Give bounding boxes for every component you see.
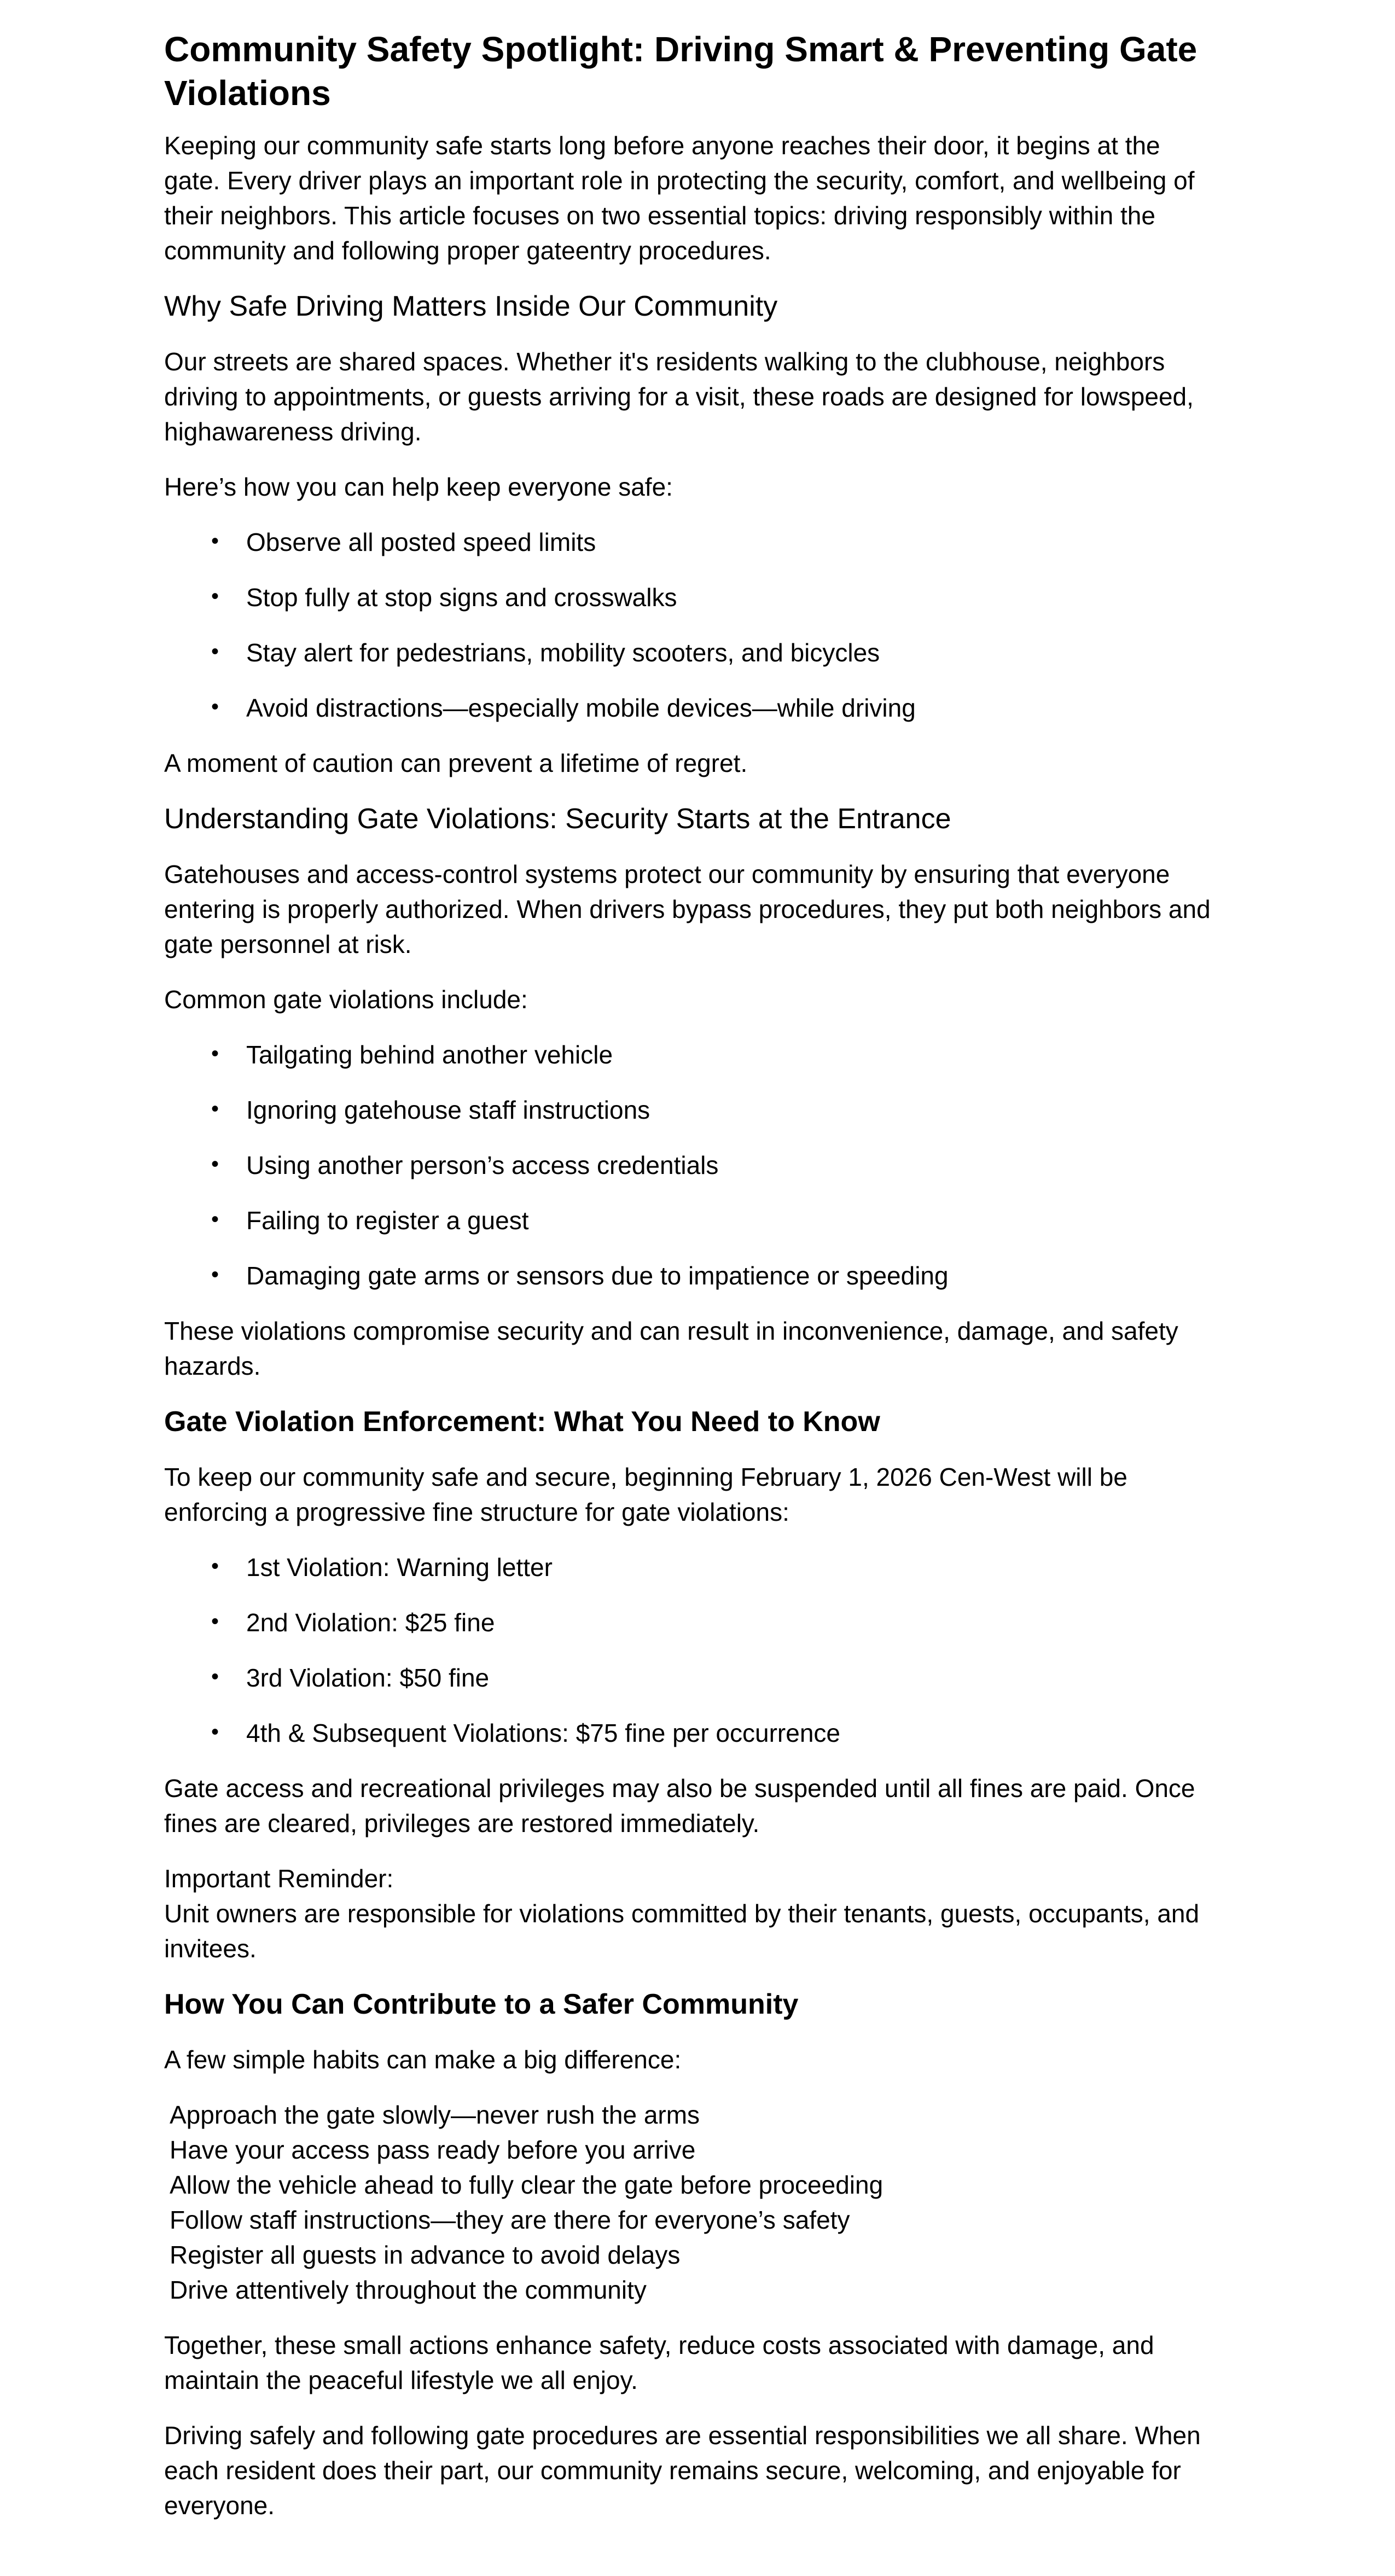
section-heading-safe-driving: Why Safe Driving Matters Inside Our Community — [164, 290, 778, 322]
habit-line: Register all guests in advance to avoid delays — [170, 2241, 681, 2269]
safe-driving-paragraph: Our streets are shared spaces. Whether it's residents walking to the clubhouse, neighbors driving to appointments, or guests arriving for a visit, these roads are designed for lowspeed, highawareness driving. — [164, 347, 1194, 446]
gate-violations-lead: Common gate violations include: — [164, 985, 528, 1014]
outro-paragraph: Driving safely and following gate procedures are essential responsibilities we all share. When each resident does their part, our community remains secure, welcoming, and enjoyable for everyone. — [164, 2421, 1201, 2520]
habit-line: Drive attentively throughout the community — [170, 2276, 647, 2304]
list-item: • Failing to register a guest — [246, 1203, 1214, 1238]
list-item: • 4th & Subsequent Violations: $75 fine per occurrence — [246, 1716, 1214, 1751]
fine-structure-bullet-list — [164, 1550, 1214, 1751]
section-heading-enforcement: Gate Violation Enforcement: What You Need to Know — [164, 1406, 880, 1438]
safe-driving-lead: Here’s how you can help keep everyone safe: — [164, 473, 673, 501]
list-item: • Stay alert for pedestrians, mobility scooters, and bicycles — [246, 635, 1214, 670]
important-reminder-text: Unit owners are responsible for violations committed by their tenants, guests, occupants, and invitees. — [164, 1899, 1200, 1963]
article-title: Community Safety Spotlight: Driving Smart & Preventing Gate Violations — [164, 30, 1198, 113]
list-item: • 1st Violation: Warning letter — [246, 1550, 1214, 1585]
contribute-lead: A few simple habits can make a big difference: — [164, 2045, 682, 2074]
list-item: • Ignoring gatehouse staff instructions — [246, 1092, 1214, 1127]
habit-list — [164, 2097, 1214, 2307]
safe-driving-closing: A moment of caution can prevent a lifetime of regret. — [164, 749, 748, 777]
list-item: • Avoid distractions—especially mobile devices—while driving — [246, 690, 1214, 725]
habit-line: Allow the vehicle ahead to fully clear the gate before proceeding — [170, 2171, 884, 2199]
list-item: • 2nd Violation: $25 fine — [246, 1605, 1214, 1640]
gate-violations-paragraph: Gatehouses and access-control systems protect our community by ensuring that everyone entering is properly authorized. When drivers bypass procedures, they put both neighbors and gate personnel at risk. — [164, 860, 1211, 958]
habit-line: Follow staff instructions—they are there for everyone’s safety — [170, 2206, 850, 2234]
list-item: • Damaging gate arms or sensors due to impatience or speeding — [246, 1258, 1214, 1293]
gate-violations-bullet-list — [164, 1037, 1214, 1293]
section-heading-contribute: How You Can Contribute to a Safer Community — [164, 1988, 799, 2020]
enforcement-closing: Gate access and recreational privileges may also be suspended until all fines are paid. Once fines are cleared, privileges are restored immediately. — [164, 1774, 1195, 1837]
intro-paragraph: Keeping our community safe starts long before anyone reaches their door, it begins at the gate. Every driver plays an important role in protecting the security, comfort, and wellbeing of their neighbors. This article focuses on two essential topics: driving responsibly within the community and following proper gateentry procedures. — [164, 131, 1195, 265]
important-reminder-label: Important Reminder: — [164, 1864, 394, 1893]
gate-violations-closing: These violations compromise security and can result in inconvenience, damage, and safety hazards. — [164, 1317, 1178, 1380]
list-item: • Tailgating behind another vehicle — [246, 1037, 1214, 1072]
section-heading-gate-violations: Understanding Gate Violations: Security Starts at the Entrance — [164, 803, 951, 835]
list-item: • Observe all posted speed limits — [246, 525, 1214, 560]
list-item: • Stop fully at stop signs and crosswalks — [246, 580, 1214, 615]
list-item: • Using another person’s access credentials — [246, 1148, 1214, 1183]
habit-line: Approach the gate slowly—never rush the arms — [170, 2101, 700, 2129]
list-item: • 3rd Violation: $50 fine — [246, 1660, 1214, 1695]
safe-driving-bullet-list — [164, 525, 1214, 725]
habit-line: Have your access pass ready before you arrive — [170, 2136, 696, 2164]
important-reminder-block — [164, 1861, 1214, 1966]
enforcement-paragraph: To keep our community safe and secure, beginning February 1, 2026 Cen-West will be enforcing a progressive fine structure for gate violations: — [164, 1463, 1127, 1526]
contribute-closing: Together, these small actions enhance safety, reduce costs associated with damage, and maintain the peaceful lifestyle we all enjoy. — [164, 2331, 1154, 2394]
